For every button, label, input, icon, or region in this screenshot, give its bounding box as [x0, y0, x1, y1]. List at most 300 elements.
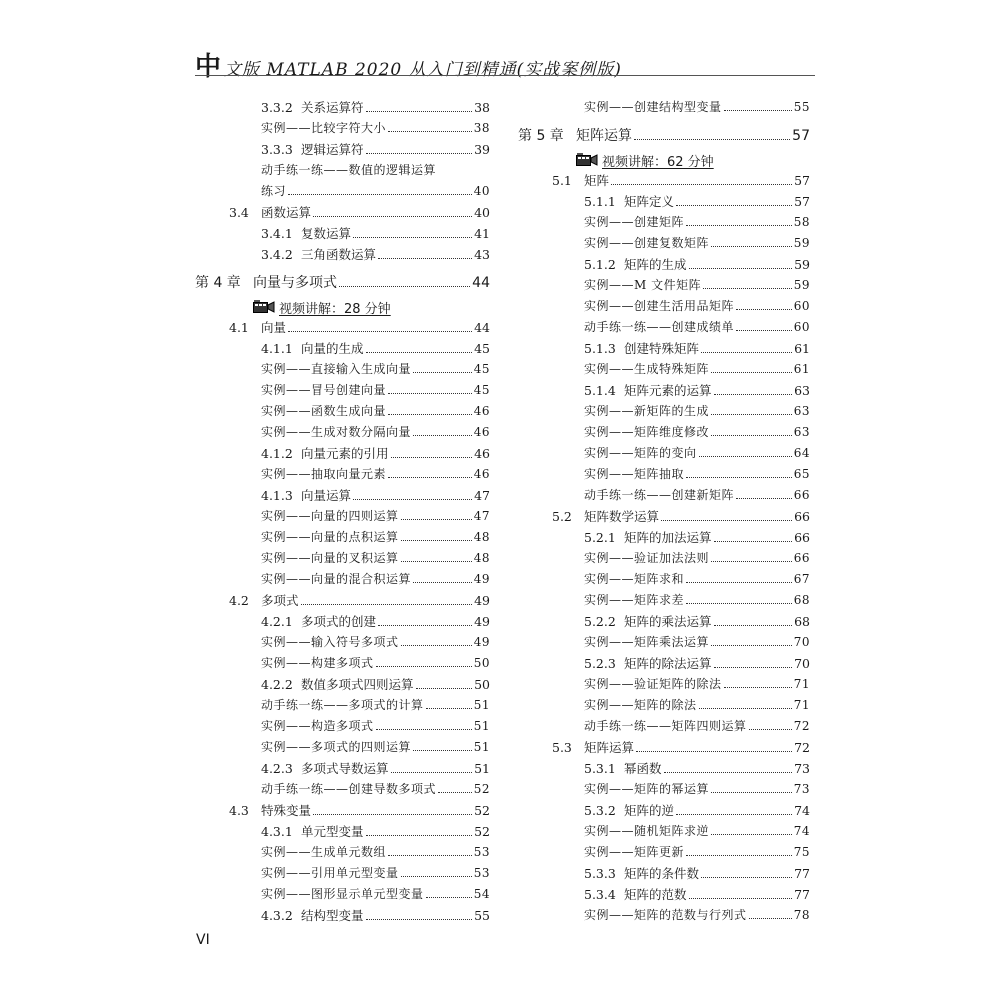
toc-entry-title: 实例——生成对数分隔向量 [261, 425, 412, 439]
page-number: VI [196, 932, 210, 948]
toc-entry-title: 向量运算 [301, 488, 352, 503]
toc-entry-title: 矩阵的除法运算 [624, 656, 712, 671]
toc-entry-page: 51 [473, 698, 490, 712]
toc-ex-entry [195, 633, 490, 654]
toc-entry-title: 动手练一练——矩阵四则运算 [584, 719, 747, 733]
toc-dot-leader [416, 688, 473, 689]
toc-entry-page: 41 [474, 226, 490, 241]
toc-entry-page: 59 [793, 278, 810, 292]
toc-ex-entry [518, 98, 810, 119]
toc-dot-leader [401, 519, 472, 520]
toc-entry-page: 63 [793, 404, 810, 418]
toc-entry-title: 创建特殊矩阵 [624, 341, 700, 356]
toc-entry-title: 实例——验证矩阵的除法 [584, 677, 722, 691]
toc-entry-title: 实例——比较字符大小 [261, 121, 387, 135]
toc-dot-leader [676, 814, 792, 815]
toc-dot-leader [313, 216, 472, 217]
toc-entry-page: 39 [474, 142, 490, 157]
toc-ex-entry [518, 675, 810, 696]
toc-entry-title: 实例——矩阵维度修改 [584, 425, 710, 439]
toc-dot-leader [353, 237, 472, 238]
toc-entry-title: 实例——生成单元数组 [261, 845, 387, 859]
toc-entry-page: 72 [794, 740, 810, 755]
toc-dot-leader [689, 898, 793, 899]
toc-ex-entry [518, 906, 810, 927]
toc-dot-leader [413, 372, 472, 373]
toc-sub-entry [195, 822, 490, 843]
toc-entry-title: 函数运算 [261, 205, 312, 220]
toc-sub-entry [195, 339, 490, 360]
toc-entry-number: 4.1.3 [261, 488, 293, 503]
toc-ex-entry [518, 822, 810, 843]
toc-entry-page: 52 [474, 824, 490, 839]
toc-entry-page: 45 [473, 383, 490, 397]
toc-entry-page: 66 [794, 530, 810, 545]
toc-entry-title: 矩阵运算 [584, 740, 635, 755]
toc-sub-entry [195, 612, 490, 633]
toc-ex-entry [518, 633, 810, 654]
video-lecture-note [518, 149, 810, 171]
toc-entry-title: 实例——向量的混合积运算 [261, 572, 412, 586]
toc-entry-number: 3.4.1 [261, 226, 293, 241]
toc-entry-title: 向量的生成 [301, 341, 364, 356]
toc-dot-leader [388, 131, 472, 132]
toc-entry-number: 5.1.1 [584, 194, 616, 209]
toc-entry-number: 4.2.1 [261, 614, 293, 629]
toc-dot-leader [313, 814, 472, 815]
toc-entry-title: 关系运算符 [301, 100, 364, 115]
toc-entry-page: 73 [794, 761, 810, 776]
toc-entry-page: 59 [794, 257, 810, 272]
toc-ex-entry [195, 549, 490, 570]
toc-entry-page: 71 [793, 677, 810, 691]
toc-entry-page: 44 [474, 320, 490, 335]
toc-dot-leader [388, 855, 472, 856]
toc-dot-leader [749, 918, 792, 919]
toc-entry-title: 实例——生成特殊矩阵 [584, 362, 710, 376]
toc-entry-number: 第 4 章 [195, 275, 241, 291]
toc-sub-entry [195, 140, 490, 161]
toc-entry-title: 矩阵的乘法运算 [624, 614, 712, 629]
toc-dot-leader [686, 582, 792, 583]
toc-dot-leader [376, 666, 472, 667]
toc-section-entry [518, 738, 810, 759]
toc-entry-title: 矩阵 [584, 173, 610, 188]
toc-entry-page: 49 [473, 635, 490, 649]
toc-ex-entry [195, 381, 490, 402]
toc-dot-leader [714, 394, 793, 395]
toc-ex-entry [195, 528, 490, 549]
toc-entry-number: 3.4 [229, 205, 249, 220]
toc-ex-entry [518, 486, 810, 507]
toc-ex-entry [195, 780, 490, 801]
toc-ex-entry [195, 465, 490, 486]
toc-cont-entry [195, 161, 490, 182]
toc-sub-entry [195, 224, 490, 245]
toc-entry-title: 实例——M 文件矩阵 [584, 278, 702, 292]
toc-entry-title: 实例——抽取向量元素 [261, 467, 387, 481]
toc-dot-leader [701, 877, 792, 878]
toc-entry-title: 多项式导数运算 [301, 761, 389, 776]
toc-entry-title: 实例——创建生活用品矩阵 [584, 299, 735, 313]
toc-entry-title: 实例——构造多项式 [261, 719, 374, 733]
toc-dot-leader [689, 268, 793, 269]
toc-dot-leader [703, 288, 792, 289]
toc-entry-title: 动手练一练——创建新矩阵 [584, 488, 735, 502]
toc-dot-leader [714, 625, 793, 626]
running-header [195, 46, 815, 82]
toc-dot-leader [288, 194, 472, 195]
toc-dot-leader [401, 561, 472, 562]
toc-entry-page: 74 [793, 824, 810, 838]
toc-entry-page: 64 [793, 446, 810, 460]
toc-ex-entry [195, 119, 490, 140]
toc-entry-title: 结构型变量 [301, 908, 364, 923]
toc-dot-leader [749, 729, 792, 730]
toc-dot-leader [686, 225, 792, 226]
toc-entry-page: 66 [793, 551, 810, 565]
toc-entry-number: 4.3 [229, 803, 249, 818]
toc-entry-title: 逻辑运算符 [301, 142, 364, 157]
toc-dot-leader [366, 111, 473, 112]
toc-dot-leader [288, 331, 472, 332]
toc-entry-number: 4.2 [229, 593, 249, 608]
toc-ex-entry [518, 780, 810, 801]
toc-entry-title: 单元型变量 [301, 824, 364, 839]
toc-entry-page: 57 [794, 194, 810, 209]
toc-entry-number: 3.3.2 [261, 100, 293, 115]
toc-entry-title: 向量 [261, 320, 287, 335]
toc-entry-title: 实例——随机矩阵求逆 [584, 824, 710, 838]
toc-ex-entry [518, 297, 810, 318]
toc-entry-number: 5.3.4 [584, 887, 616, 902]
toc-entry-page: 77 [794, 866, 810, 881]
toc-entry-page: 46 [473, 425, 490, 439]
toc-entry-title: 实例——矩阵求差 [584, 593, 685, 607]
toc-ex-entry [195, 570, 490, 591]
toc-entry-title: 矩阵的条件数 [624, 866, 700, 881]
toc-entry-page: 61 [793, 362, 810, 376]
toc-entry-title: 三角函数运算 [301, 247, 377, 262]
toc-ex-entry [518, 234, 810, 255]
toc-entry-page: 45 [473, 362, 490, 376]
toc-dot-leader [686, 855, 792, 856]
toc-entry-number: 5.1 [552, 173, 572, 188]
toc-dot-leader [391, 772, 473, 773]
toc-dot-leader [378, 258, 472, 259]
toc-ex-entry [518, 591, 810, 612]
toc-section-entry [518, 507, 810, 528]
toc-entry-page: 49 [474, 614, 490, 629]
toc-ex-entry [518, 696, 810, 717]
toc-entry-page: 57 [792, 128, 810, 144]
toc-ex-entry [518, 423, 810, 444]
toc-entry-number: 5.1.4 [584, 383, 616, 398]
toc-dot-leader [724, 687, 792, 688]
toc-entry-page: 50 [474, 677, 490, 692]
toc-entry-page: 75 [793, 845, 810, 859]
video-lecture-text: 视频讲解：62 分钟 [602, 154, 714, 170]
toc-entry-page: 45 [474, 341, 490, 356]
toc-dot-leader [388, 414, 472, 415]
toc-entry-page: 55 [793, 100, 810, 114]
toc-ex-entry [518, 213, 810, 234]
toc-sub-entry [195, 906, 490, 927]
toc-entry-title: 矩阵元素的运算 [624, 383, 712, 398]
toc-entry-title: 动手练一练——多项式的计算 [261, 698, 424, 712]
toc-entry-title: 向量元素的引用 [301, 446, 389, 461]
toc-entry-page: 53 [473, 845, 490, 859]
toc-left-column [195, 98, 490, 927]
toc-dot-leader [736, 330, 792, 331]
toc-entry-title: 矩阵定义 [624, 194, 675, 209]
toc-right-column [518, 98, 810, 927]
toc-entry-number: 4.2.3 [261, 761, 293, 776]
toc-entry-page: 70 [794, 656, 810, 671]
toc-entry-number: 3.3.3 [261, 142, 293, 157]
video-camera-icon [253, 300, 275, 314]
toc-dot-leader [711, 645, 792, 646]
toc-dot-leader [339, 286, 470, 287]
toc-dot-leader [366, 919, 473, 920]
toc-entry-title: 实例——冒号创建向量 [261, 383, 387, 397]
toc-entry-page: 73 [793, 782, 810, 796]
toc-sub-entry [195, 486, 490, 507]
toc-dot-leader [378, 625, 472, 626]
toc-entry-title: 动手练一练——创建成绩单 [584, 320, 735, 334]
toc-entry-page: 48 [473, 551, 490, 565]
toc-entry-page: 74 [794, 803, 810, 818]
toc-dot-leader [736, 498, 792, 499]
toc-entry-page: 63 [793, 425, 810, 439]
toc-entry-title: 实例——引用单元型变量 [261, 866, 399, 880]
toc-dot-leader [401, 540, 472, 541]
toc-entry-page: 60 [793, 320, 810, 334]
toc-entry-title: 数值多项式四则运算 [301, 677, 414, 692]
toc-sub-entry [518, 255, 810, 276]
toc-entry-title: 动手练一练——创建导数多项式 [261, 782, 437, 796]
toc-dot-leader [413, 435, 472, 436]
book-title-lead-char: 中 [195, 52, 223, 82]
toc-sub-entry [195, 98, 490, 119]
toc-entry-number: 4.3.2 [261, 908, 293, 923]
toc-sub-entry [518, 612, 810, 633]
toc-dot-leader [736, 309, 792, 310]
toc-ex-entry [195, 738, 490, 759]
toc-entry-number: 5.2.2 [584, 614, 616, 629]
toc-entry-title: 实例——创建结构型变量 [584, 100, 722, 114]
toc-ex-entry [195, 423, 490, 444]
toc-ex-entry [195, 402, 490, 423]
toc-entry-number: 5.2.1 [584, 530, 616, 545]
toc-dot-leader [701, 352, 792, 353]
toc-entry-title: 实例——矩阵的变向 [584, 446, 697, 460]
toc-entry-page: 50 [473, 656, 490, 670]
toc-entry-page: 60 [793, 299, 810, 313]
toc-entry-page: 49 [473, 572, 490, 586]
toc-entry-number: 5.2 [552, 509, 572, 524]
toc-entry-page: 46 [474, 446, 490, 461]
toc-sub-entry [518, 654, 810, 675]
toc-dot-leader [366, 153, 473, 154]
toc-entry-page: 40 [473, 184, 490, 198]
toc-entry-page: 51 [474, 761, 490, 776]
toc-entry-title: 矩阵的生成 [624, 257, 687, 272]
toc-ex-entry [518, 549, 810, 570]
toc-dot-leader [353, 499, 472, 500]
toc-dot-leader [711, 792, 792, 793]
toc-dot-leader [699, 456, 792, 457]
toc-ex-entry [518, 465, 810, 486]
toc-entry-page: 55 [474, 908, 490, 923]
toc-entry-number: 4.3.1 [261, 824, 293, 839]
toc-ex-entry [518, 843, 810, 864]
toc-entry-page: 40 [474, 205, 490, 220]
toc-dot-leader [711, 834, 792, 835]
toc-entry-number: 第 5 章 [518, 128, 564, 144]
toc-sub-entry [195, 444, 490, 465]
toc-entry-page: 66 [794, 509, 810, 524]
toc-dot-leader [711, 435, 792, 436]
toc-entry-page: 68 [793, 593, 810, 607]
toc-entry-page: 65 [793, 467, 810, 481]
toc-entry-page: 46 [473, 404, 490, 418]
toc-ex-entry [518, 717, 810, 738]
toc-ex-entry [518, 318, 810, 339]
toc-section-entry [195, 591, 490, 612]
toc-dot-leader [366, 835, 473, 836]
toc-entry-title: 实例——矩阵乘法运算 [584, 635, 710, 649]
toc-entry-page: 52 [474, 803, 490, 818]
toc-dot-leader [724, 110, 792, 111]
toc-ex-entry [195, 843, 490, 864]
toc-entry-title: 实例——矩阵抽取 [584, 467, 685, 481]
toc-dot-leader [711, 246, 792, 247]
toc-entry-page: 47 [473, 509, 490, 523]
toc-entry-page: 54 [473, 887, 490, 901]
video-lecture-note [195, 296, 490, 318]
toc-sub-entry [518, 381, 810, 402]
book-title [195, 46, 622, 83]
toc-entry-page: 67 [793, 572, 810, 586]
toc-dot-leader [413, 582, 472, 583]
toc-entry-title: 实例——创建矩阵 [584, 215, 685, 229]
toc-ex-entry [518, 360, 810, 381]
toc-section-entry [195, 203, 490, 224]
toc-entry-page: 53 [473, 866, 490, 880]
toc-dot-leader [401, 645, 472, 646]
toc-sub-entry [195, 675, 490, 696]
toc-dot-leader [711, 561, 792, 562]
toc-entry-title: 实例——直接输入生成向量 [261, 362, 412, 376]
toc-dot-leader [611, 184, 792, 185]
toc-ex-entry [518, 276, 810, 297]
toc-sub-entry [195, 245, 490, 266]
toc-entry-page: 38 [473, 121, 490, 135]
toc-entry-number: 5.2.3 [584, 656, 616, 671]
toc-section-entry [518, 171, 810, 192]
toc-entry-page: 43 [474, 247, 490, 262]
toc-entry-page: 51 [473, 719, 490, 733]
toc-dot-leader [714, 667, 793, 668]
toc-entry-page: 46 [473, 467, 490, 481]
toc-chapter-entry [518, 125, 810, 149]
toc-sub-entry [518, 885, 810, 906]
toc-entry-number: 5.1.2 [584, 257, 616, 272]
toc-dot-leader [301, 604, 473, 605]
toc-entry-page: 49 [474, 593, 490, 608]
toc-entry-page: 59 [793, 236, 810, 250]
toc-dot-leader [413, 750, 472, 751]
toc-entry-number: 5.3 [552, 740, 572, 755]
toc-dot-leader [664, 772, 793, 773]
toc-ex-entry [195, 864, 490, 885]
toc-entry-page: 47 [474, 488, 490, 503]
toc-entry-title: 实例——矩阵的除法 [584, 698, 697, 712]
toc-ex-entry [518, 570, 810, 591]
toc-dot-leader [391, 457, 473, 458]
toc-dot-leader [401, 876, 472, 877]
toc-ex-entry [195, 696, 490, 717]
toc-entry-title: 矩阵的范数 [624, 887, 687, 902]
toc-entry-title: 多项式 [261, 593, 299, 608]
toc-entry-page: 57 [794, 173, 810, 188]
toc-dot-leader [661, 520, 792, 521]
toc-entry-page: 72 [793, 719, 810, 733]
toc-entry-page: 77 [794, 887, 810, 902]
toc-entry-number: 4.1.1 [261, 341, 293, 356]
toc-entry-title: 动手练一练——数值的逻辑运算 [261, 163, 437, 177]
toc-ex-entry [195, 717, 490, 738]
toc-entry-title: 练习 [261, 184, 287, 198]
toc-entry-title: 实例——新矩阵的生成 [584, 404, 710, 418]
toc-entry-title: 实例——函数生成向量 [261, 404, 387, 418]
toc-sub-entry [518, 864, 810, 885]
video-lecture-text: 视频讲解：28 分钟 [279, 301, 391, 317]
toc-chapter-entry [195, 272, 490, 296]
toc-entry-title: 多项式的创建 [301, 614, 377, 629]
toc-entry-title: 实例——矩阵的幂运算 [584, 782, 710, 796]
toc-sub-entry [518, 192, 810, 213]
header-divider [195, 75, 815, 76]
toc-entry-page: 78 [793, 908, 810, 922]
toc-entry-title: 矩阵数学运算 [584, 509, 660, 524]
video-camera-icon [576, 153, 598, 167]
toc-entry-page: 66 [793, 488, 810, 502]
toc-entry-page: 51 [473, 740, 490, 754]
toc-entry-page: 38 [474, 100, 490, 115]
toc-entry-title: 实例——创建复数矩阵 [584, 236, 710, 250]
toc-ex-entry [195, 885, 490, 906]
toc-entry-title: 幂函数 [624, 761, 662, 776]
toc-entry-page: 58 [793, 215, 810, 229]
toc-entry-number: 4.2.2 [261, 677, 293, 692]
toc-entry-title: 实例——构建多项式 [261, 656, 374, 670]
toc-entry-title: 实例——多项式的四则运算 [261, 740, 412, 754]
toc-entry-title: 实例——矩阵的范数与行列式 [584, 908, 747, 922]
toc-entry-page: 61 [794, 341, 810, 356]
toc-entry-page: 71 [793, 698, 810, 712]
toc-entry-number: 5.3.3 [584, 866, 616, 881]
toc-entry-title: 特殊变量 [261, 803, 312, 818]
toc-ex-entry [518, 444, 810, 465]
toc-entry-number: 5.1.3 [584, 341, 616, 356]
toc-section-entry [195, 318, 490, 339]
toc-entry-number: 5.3.1 [584, 761, 616, 776]
toc-entry-title: 实例——输入符号多项式 [261, 635, 399, 649]
toc-dot-leader [686, 603, 792, 604]
toc-dot-leader [714, 541, 793, 542]
